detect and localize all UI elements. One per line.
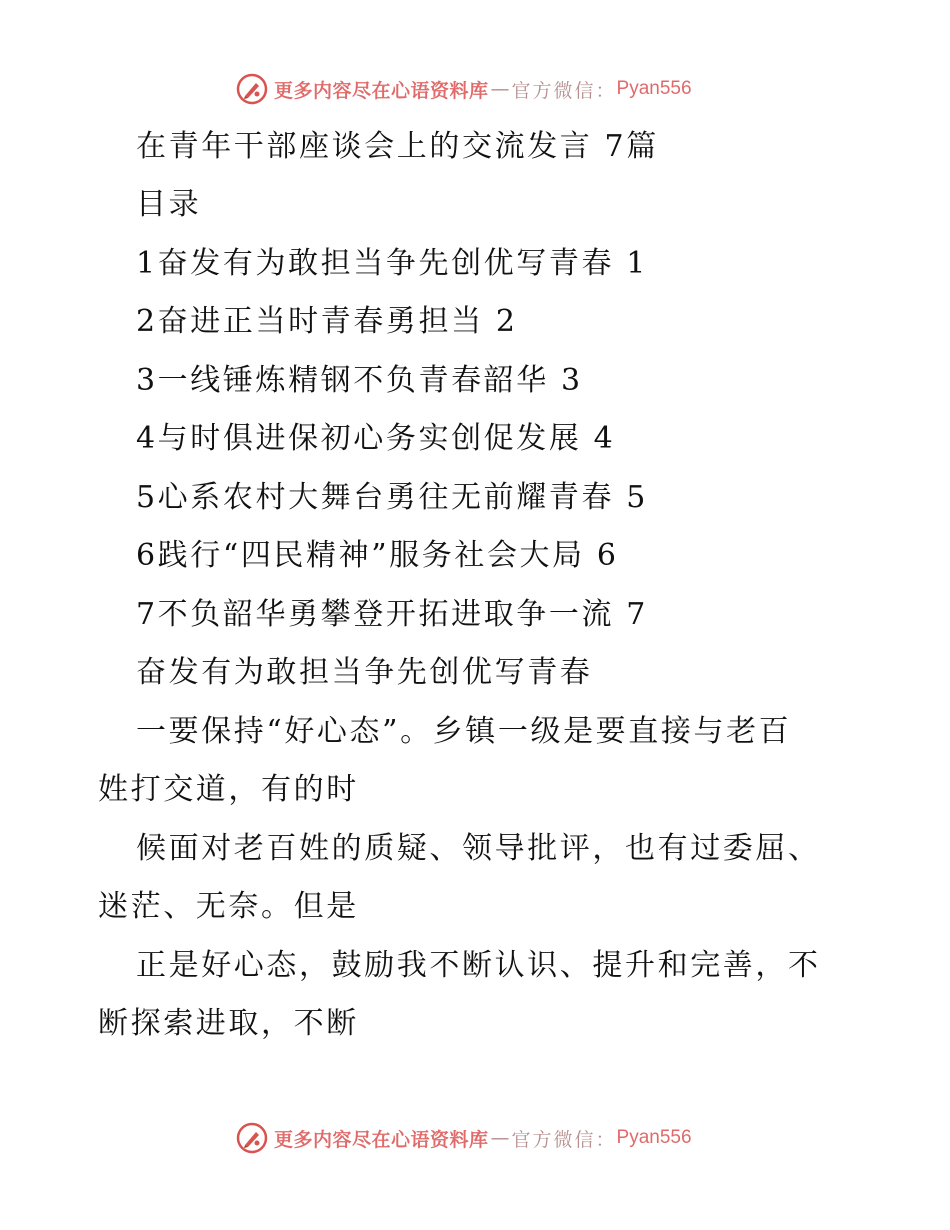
body-line-4: 迷茫、无奈。但是 (98, 889, 359, 924)
section-title: 奋发有为敢担当争先创优写青春 (136, 655, 593, 690)
watermark-text: 更多内容尽在心语资料库 (274, 1128, 489, 1151)
toc-heading: 目录 (136, 187, 202, 222)
watermark-dash: — (490, 78, 510, 100)
pen-logo-icon (236, 73, 268, 105)
watermark-wechat-id: Pyan556 (616, 1127, 692, 1148)
body-line-3: 候面对老百姓的质疑、领导批评，也有过委屈、 (136, 831, 821, 866)
body-line-6: 断探索进取，不断 (98, 1006, 359, 1041)
watermark-official-label: 官方微信： (511, 79, 617, 102)
toc-item-2: 2奋进正当时青春勇担当 2 (136, 304, 518, 339)
watermark-official-label: 官方微信： (511, 1128, 617, 1151)
watermark-header (236, 71, 692, 107)
document-title: 在青年干部座谈会上的交流发言 7篇 (136, 129, 659, 164)
body-line-5: 正是好心态，鼓励我不断认识、提升和完善，不 (136, 948, 821, 983)
body-line-2: 姓打交道，有的时 (98, 772, 359, 807)
body-line-1: 一要保持“好心态”。乡镇一级是要直接与老百 (136, 714, 792, 749)
watermark-dash: — (490, 1127, 510, 1149)
toc-item-5: 5心系农村大舞台勇往无前耀青春 5 (136, 480, 648, 515)
watermark-footer (236, 1120, 692, 1156)
toc-item-7: 7不负韶华勇攀登开拓进取争一流 7 (136, 597, 648, 632)
watermark-wechat-id: Pyan556 (616, 78, 692, 99)
toc-item-3: 3一线锤炼精钢不负青春韶华 3 (136, 363, 583, 398)
watermark-text: 更多内容尽在心语资料库 (274, 79, 489, 102)
toc-item-4: 4与时俱进保初心务实创促发展 4 (136, 421, 616, 456)
toc-item-1: 1奋发有为敢担当争先创优写青春 1 (136, 246, 648, 281)
toc-item-6: 6践行“四民精神”服务社会大局 6 (136, 538, 619, 573)
pen-logo-icon (236, 1122, 268, 1154)
